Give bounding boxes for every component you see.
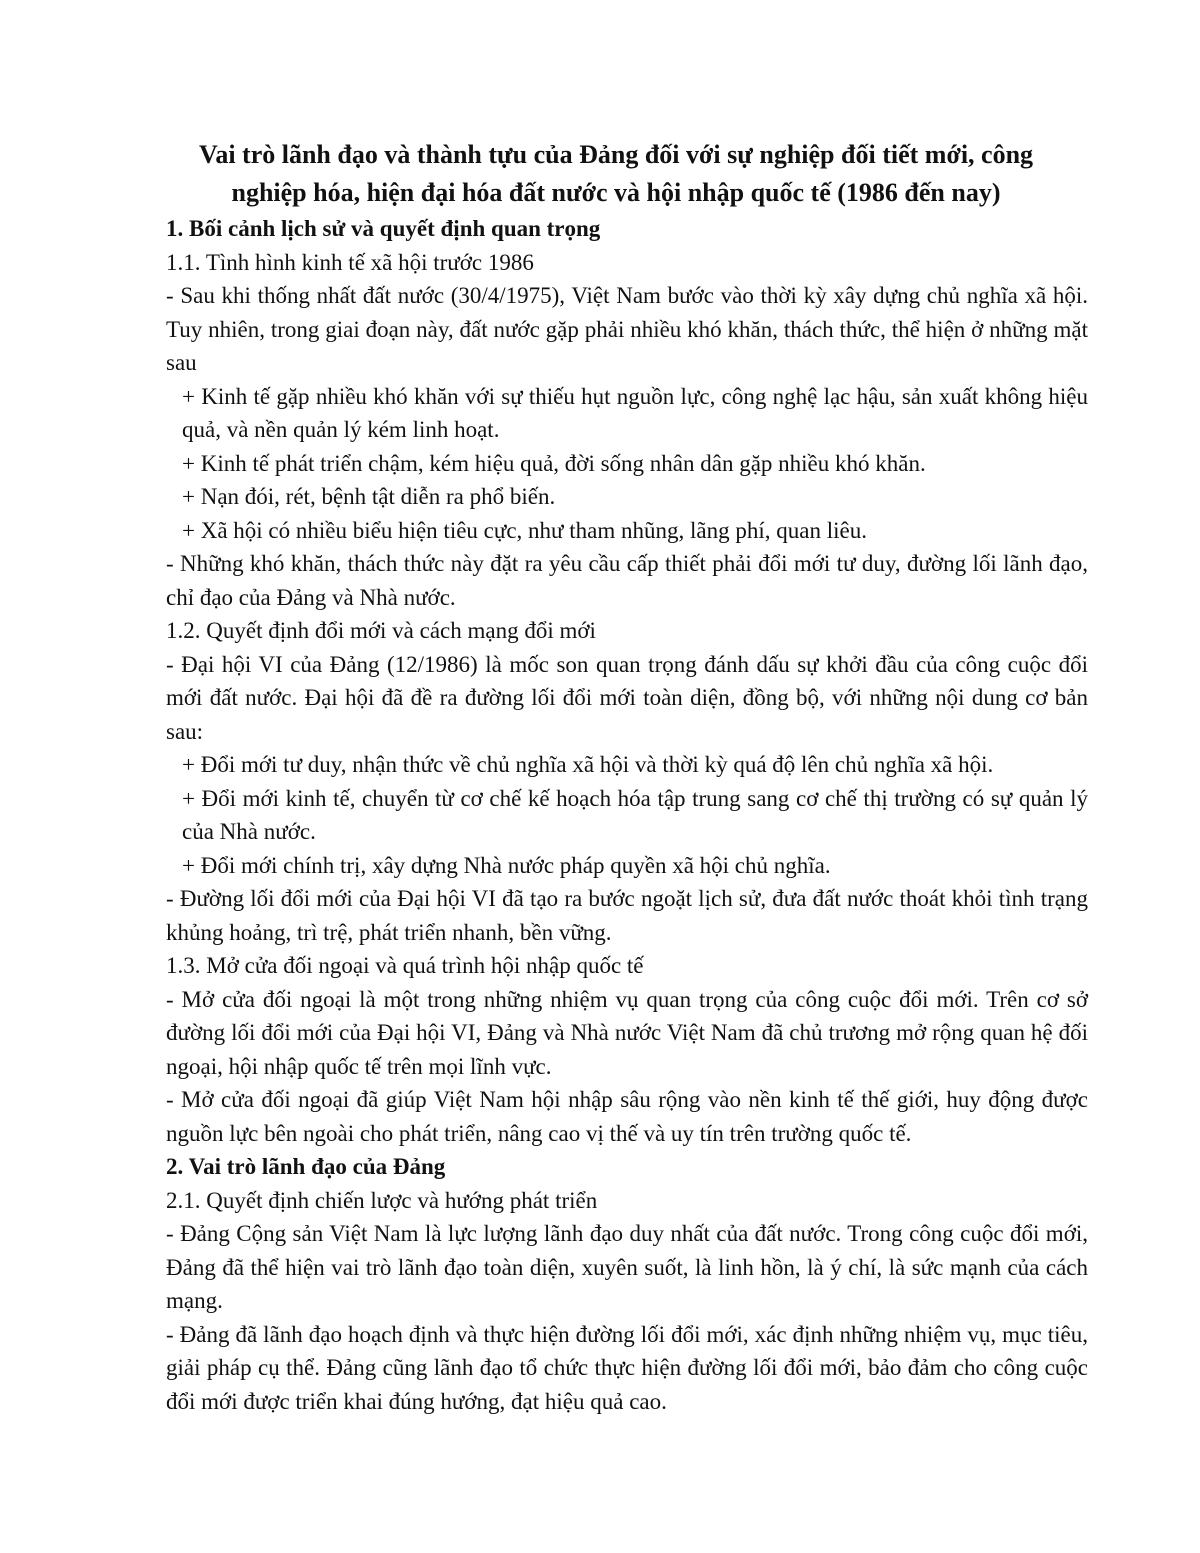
bullet-item: + Nạn đói, rét, bệnh tật diễn ra phổ biến. bbox=[182, 484, 556, 509]
paragraph: - Mở cửa đối ngoại đã giúp Việt Nam hội nhập sâu rộng vào nền kinh tế thế giới, huy động được nguồn lực bên ngoài cho phát triển, nâng cao vị thế và uy tín trên trường quốc tế. bbox=[166, 1087, 1088, 1146]
bullet-item: + Kinh tế phát triển chậm, kém hiệu quả, đời sống nhân dân gặp nhiều khó khăn. bbox=[182, 450, 926, 476]
paragraph: - Sau khi thống nhất đất nước (30/4/1975), Việt Nam bước vào thời kỳ xây dựng chủ nghĩa xã hội. Tuy nhiên, trong giai đoạn này, đất nước gặp phải nhiều khó khăn, thách thức, thể hiện ở những mặt sau bbox=[166, 283, 1088, 375]
paragraph: - Đại hội VI của Đảng (12/1986) là mốc son quan trọng đánh dấu sự khởi đầu của công cuộc đổi mới đất nước. Đại hội đã đề ra đường lối đổi mới toàn diện, đồng bộ, với những nội dung cơ bản sau: bbox=[166, 651, 1088, 744]
subsection-1-1-heading: 1.1. Tình hình kinh tế xã hội trước 1986 bbox=[166, 249, 534, 275]
title-line-1: Vai trò lãnh đạo và thành tựu của Đảng đối với sự nghiệp đối tiết mới, công bbox=[198, 140, 1034, 169]
paragraph: - Mở cửa đối ngoại là một trong những nhiệm vụ quan trọng của công cuộc đổi mới. Trên cơ sở đường lối đổi mới của Đại hội VI, Đảng và Nhà nước Việt Nam đã chủ trương mở rộng quan hệ đối ngoại, hội nhập quốc tế trên mọi lĩnh vực. bbox=[166, 986, 1088, 1079]
bullet-item: + Đổi mới kinh tế, chuyển từ cơ chế kế hoạch hóa tập trung sang cơ chế thị trường có sự quản lý của Nhà nước. bbox=[182, 785, 1088, 844]
title-line-2: nghiệp hóa, hiện đại hóa đất nước và hội nhập quốc tế (1986 đến nay) bbox=[231, 178, 1001, 207]
bullet-item: + Đổi mới tư duy, nhận thức về chủ nghĩa xã hội và thời kỳ quá độ lên chủ nghĩa xã hội. bbox=[182, 752, 994, 777]
paragraph: - Đảng Cộng sản Việt Nam là lực lượng lãnh đạo duy nhất của đất nước. Trong công cuộc đổi mới, Đảng đã thể hiện vai trò lãnh đạo toàn diện, xuyên suốt, là linh hồn, là ý chí, là sức mạnh của cách mạng. bbox=[166, 1221, 1088, 1313]
section-1-heading: 1. Bối cảnh lịch sử và quyết định quan trọng bbox=[166, 216, 601, 241]
subsection-1-3-heading: 1.3. Mở cửa đối ngoại và quá trình hội nhập quốc tế bbox=[166, 953, 644, 978]
bullet-item: + Xã hội có nhiều biểu hiện tiêu cực, như tham nhũng, lãng phí, quan liêu. bbox=[182, 517, 867, 543]
paragraph: - Đảng đã lãnh đạo hoạch định và thực hiện đường lối đổi mới, xác định những nhiệm vụ, mục tiêu, giải pháp cụ thể. Đảng cũng lãnh đạo tổ chức thực hiện đường lối đổi mới, bảo đảm cho công cuộc đổi mới được triển khai đúng hướng, đạt hiệu quả cao. bbox=[166, 1321, 1088, 1414]
bullet-item: + Kinh tế gặp nhiều khó khăn với sự thiếu hụt nguồn lực, công nghệ lạc hậu, sản xuất không hiệu quả, và nền quản lý kém linh hoạt. bbox=[182, 383, 1088, 442]
subsection-2-1-heading: 2.1. Quyết định chiến lược và hướng phát triển bbox=[166, 1187, 598, 1213]
subsection-1-2-heading: 1.2. Quyết định đổi mới và cách mạng đổi mới bbox=[166, 618, 596, 643]
section-2-heading: 2. Vai trò lãnh đạo của Đảng bbox=[166, 1154, 446, 1179]
document-title bbox=[144, 136, 1088, 212]
paragraph: - Đường lối đổi mới của Đại hội VI đã tạo ra bước ngoặt lịch sử, đưa đất nước thoát khỏi tình trạng khủng hoảng, trì trệ, phát triển nhanh, bền vững. bbox=[166, 886, 1088, 945]
bullet-item: + Đổi mới chính trị, xây dựng Nhà nước pháp quyền xã hội chủ nghĩa. bbox=[182, 852, 831, 878]
paragraph: - Những khó khăn, thách thức này đặt ra yêu cầu cấp thiết phải đổi mới tư duy, đường lối lãnh đạo, chỉ đạo của Đảng và Nhà nước. bbox=[166, 551, 1088, 610]
